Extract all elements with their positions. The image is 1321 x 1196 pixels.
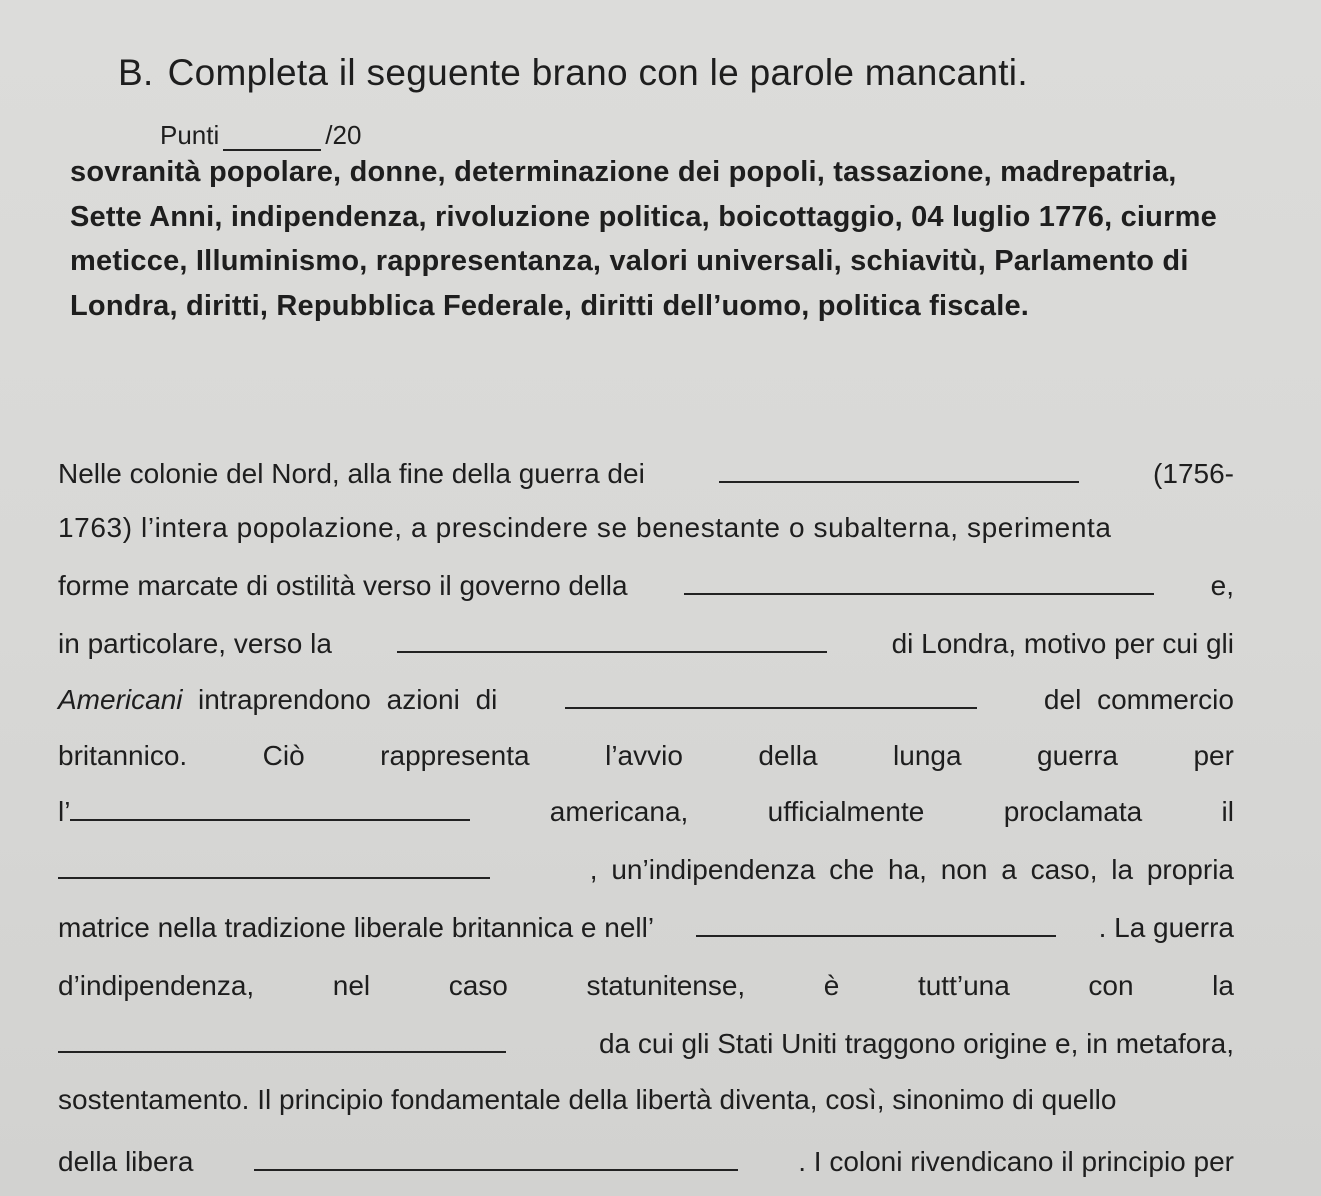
text-fragment: 1763) l’intera popolazione, a prescindere se benestante o subalterna, sperimenta <box>58 512 1112 543</box>
exercise-title <box>118 52 1028 94</box>
text-line-6 <box>58 740 1234 772</box>
text-fragment: l’ <box>58 796 71 827</box>
text-line-10 <box>58 970 1234 1002</box>
text-line-9 <box>58 912 1234 944</box>
points-blank[interactable] <box>223 123 321 151</box>
text-line-4 <box>58 628 1234 660</box>
text-fragment: di Londra, motivo per cui gli <box>891 628 1234 659</box>
text-line-11 <box>58 1028 1234 1060</box>
text-line-7 <box>58 796 1234 828</box>
word: per <box>1193 740 1234 771</box>
text-fragment: Nelle colonie del Nord, alla fine della guerra dei <box>58 458 645 489</box>
text-line-12 <box>58 1084 1234 1116</box>
word: tutt’una <box>917 970 1010 1001</box>
word: è <box>823 970 840 1001</box>
word: caso <box>448 970 508 1001</box>
text-line-8 <box>58 854 1234 886</box>
blank-6[interactable] <box>58 855 490 879</box>
word: guerra <box>1037 740 1118 771</box>
word: statunitense, <box>586 970 746 1001</box>
text-fragment: forme marcate di ostilità verso il governo della <box>58 570 628 601</box>
word-bank: sovranità popolare, donne, determinazione dei popoli, tassazione, madrepatria, Sette Anni, indipendenza, rivoluzione politica, boicottaggio, 04 luglio 1776, ciurme meticce, Illuminismo, rappresentanza, valori universali, schiavitù, Parlamento di Londra, diritti, Repubblica Federale, diritti dell’uomo, politica fiscale. <box>70 156 1217 322</box>
text-fragment: del commercio <box>1043 684 1234 715</box>
text-line-2 <box>58 512 1234 544</box>
blank-1[interactable] <box>719 459 1079 483</box>
text-fragment: sostentamento. Il principio fondamentale della libertà diventa, così, sinonimo di quello <box>58 1084 1117 1115</box>
word: l’avvio <box>605 740 683 771</box>
blank-9[interactable] <box>254 1147 738 1171</box>
text-line-1 <box>58 458 1234 490</box>
text-fragment: intraprendono azioni di <box>198 684 498 715</box>
text-fragment: da cui gli Stati Uniti traggono origine e, in metafora, <box>598 1028 1234 1059</box>
text-fragment: . I coloni rivendicano il principio per <box>798 1146 1234 1177</box>
exercise-instruction: Completa il seguente brano con le parole mancanti. <box>167 52 1028 93</box>
text-fragment: della libera <box>58 1146 194 1177</box>
blank-4[interactable] <box>565 685 977 709</box>
blank-5[interactable] <box>70 797 470 821</box>
word: d’indipendenza, <box>58 970 255 1001</box>
text-line-3 <box>58 570 1234 602</box>
points-label: Punti <box>160 120 220 150</box>
word: rappresenta <box>380 740 530 771</box>
text-fragment: , un’indipendenza che ha, non a caso, la propria <box>589 854 1234 885</box>
text-fragment: e, <box>1210 570 1234 601</box>
blank-3[interactable] <box>397 629 827 653</box>
word: americana, <box>549 796 689 827</box>
text-line-13 <box>58 1146 1234 1178</box>
word: lunga <box>893 740 962 771</box>
word: britannico. <box>58 740 188 771</box>
word: della <box>758 740 818 771</box>
text-fragment: in particolare, verso la <box>58 628 332 659</box>
word: ufficialmente <box>767 796 925 827</box>
word: la <box>1212 970 1234 1001</box>
word: il <box>1221 796 1234 827</box>
text-line-5 <box>58 684 1234 716</box>
points-total: /20 <box>325 120 362 150</box>
word: Ciò <box>262 740 305 771</box>
points-line <box>160 120 361 151</box>
word: nel <box>332 970 371 1001</box>
blank-8[interactable] <box>58 1029 506 1053</box>
text-fragment-italic: Americani <box>58 684 183 715</box>
word: con <box>1088 970 1134 1001</box>
text-fragment: . La guerra <box>1098 912 1234 943</box>
word: proclamata <box>1003 796 1143 827</box>
blank-7[interactable] <box>696 913 1056 937</box>
exercise-letter: B. <box>118 52 154 93</box>
text-fragment: matrice nella tradizione liberale britannica e nell’ <box>58 912 655 943</box>
text-fragment: (1756- <box>1153 458 1234 489</box>
blank-2[interactable] <box>684 571 1154 595</box>
